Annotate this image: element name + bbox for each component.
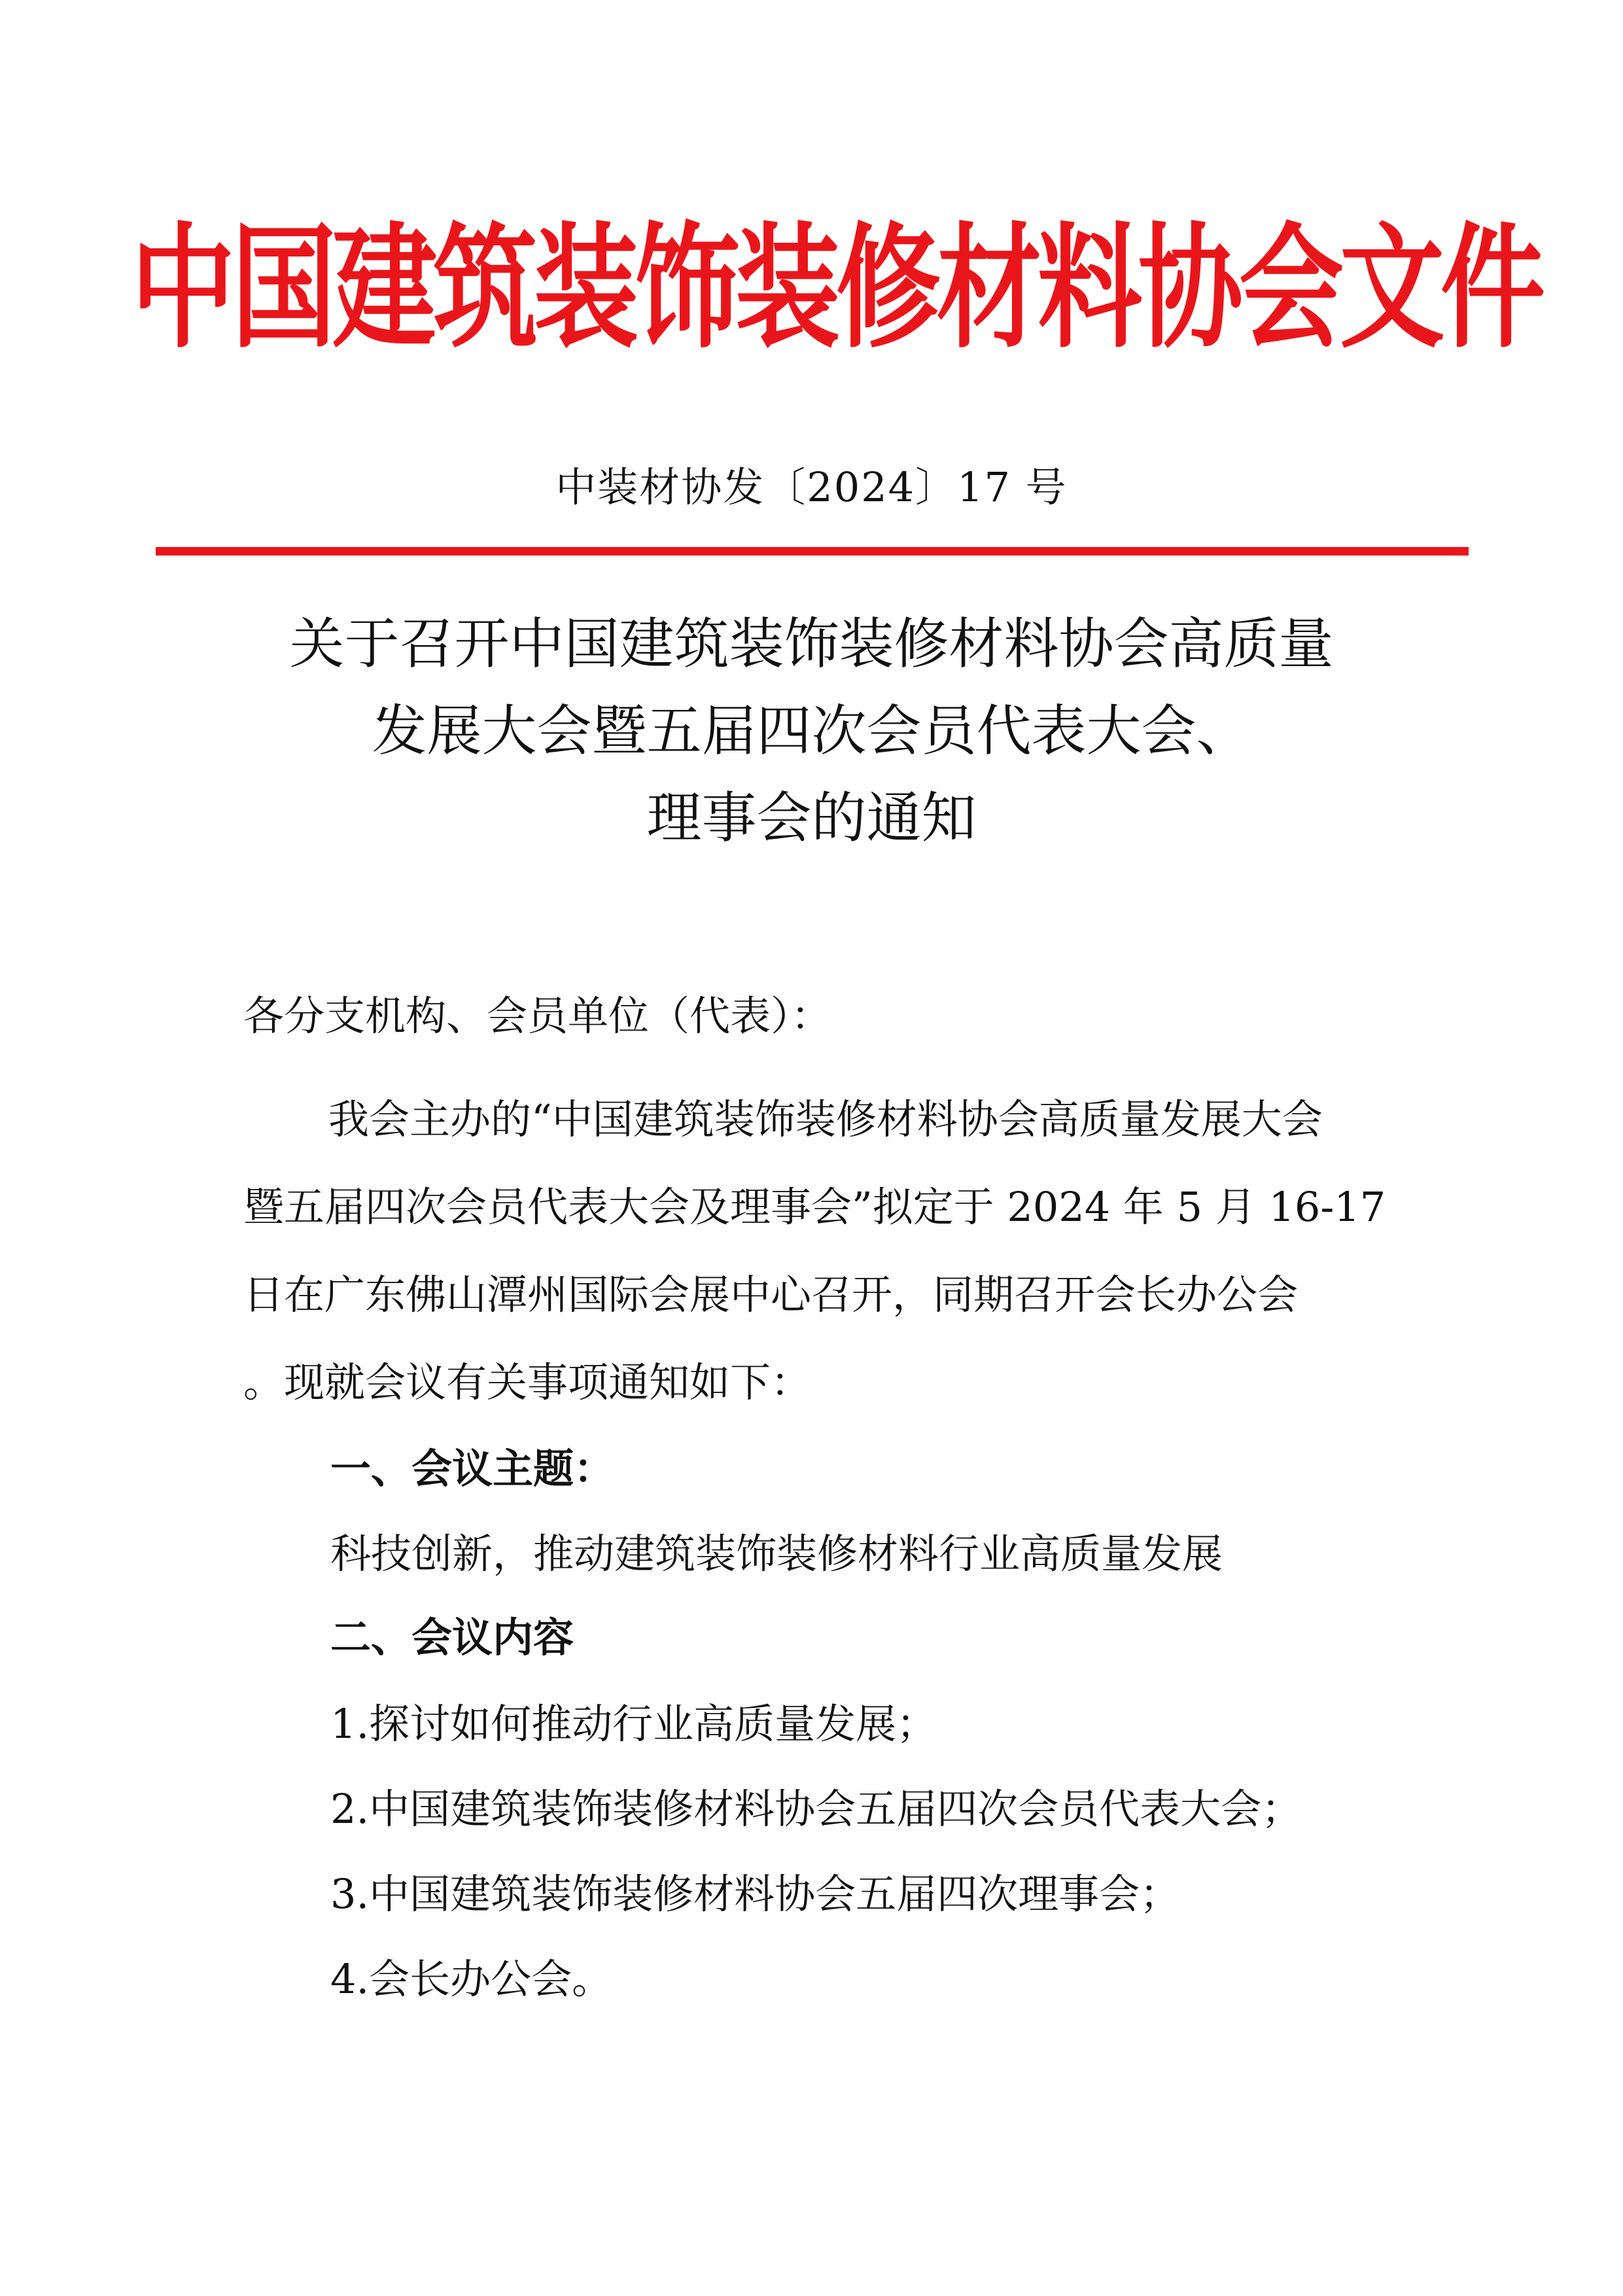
red-divider-rule xyxy=(156,547,1469,556)
intro-paragraph-line: 我会主办的“中国建筑装饰装修材料协会高质量发展大会 xyxy=(328,1095,1323,1143)
section-heading-content: 二、会议内容 xyxy=(330,1614,574,1661)
document-masthead: 中国建筑装饰装修材料协会文件 xyxy=(131,209,1542,366)
intro-paragraph-line: 暨五届四次会员代表大会及理事会”拟定于 2024 年 5 月 16-17 xyxy=(243,1183,1386,1231)
intro-paragraph-line: 日在广东佛山潭州国际会展中心召开，同期召开会长办公会 xyxy=(243,1271,1299,1318)
content-list-item: 2.中国建筑装饰装修材料协会五届四次会员代表大会； xyxy=(330,1785,1302,1833)
notice-title xyxy=(0,601,1623,862)
content-list-item: 1.探讨如何推动行业高质量发展； xyxy=(330,1700,937,1748)
section-heading-theme: 一、会议主题： xyxy=(330,1445,615,1492)
salutation: 各分支机构、会员单位（代表）： xyxy=(243,992,832,1040)
intro-paragraph-line: 。现就会议有关事项通知如下： xyxy=(243,1358,812,1406)
notice-title-line: 理事会的通知 xyxy=(646,786,977,850)
content-list-item: 4.会长办公会。 xyxy=(330,1955,613,2003)
document-number: 中装材协发〔2024〕17 号 xyxy=(555,463,1068,511)
theme-text: 科技创新，推动建筑装饰装修材料行业高质量发展 xyxy=(330,1530,1223,1578)
notice-title-line: 发展大会暨五届四次会员代表大会、 xyxy=(372,699,1251,763)
intro-paragraph xyxy=(243,1076,1434,1426)
content-list-item: 3.中国建筑装饰装修材料协会五届四次理事会； xyxy=(330,1870,1181,1918)
notice-title-line: 关于召开中国建筑装饰装修材料协会高质量 xyxy=(289,612,1334,676)
